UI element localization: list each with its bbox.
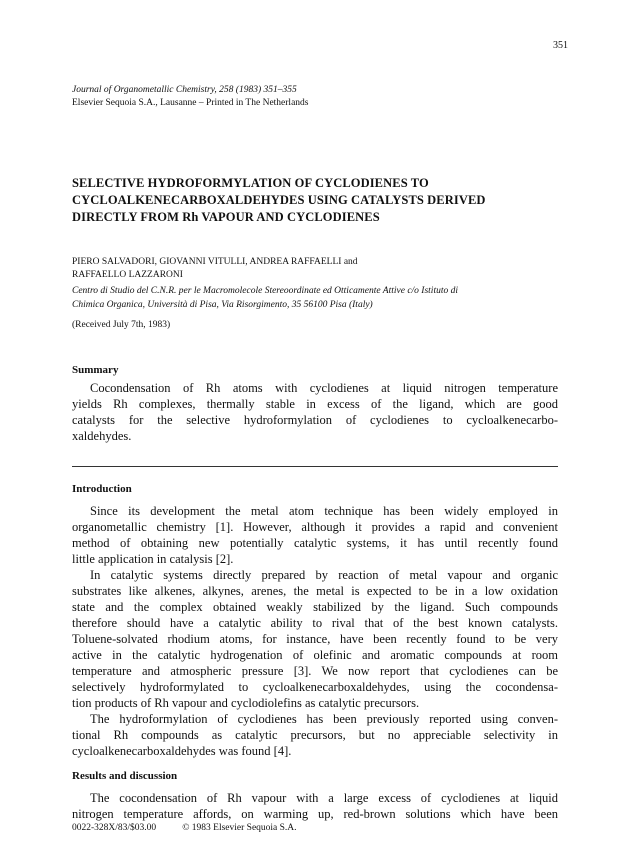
article-title	[72, 175, 542, 226]
section-divider	[72, 466, 558, 467]
introduction-body	[72, 503, 558, 759]
text-line: yields Rh complexes, thermally stable in excess of the ligand, which are good	[72, 397, 558, 411]
summary-heading: Summary	[72, 364, 119, 376]
text-line: selectively hydroformylated to cycloalkenecarboxaldehydes, using the cocondensa-	[72, 680, 558, 694]
title-line: DIRECTLY FROM Rh VAPOUR AND CYCLODIENES	[72, 210, 380, 224]
text-line: The hydroformylation of cyclodienes has been previously reported using conven-	[90, 712, 558, 726]
text-line: substrates like alkenes, alkynes, arenes, the metal is expected to be in a low oxidation	[72, 584, 558, 598]
affiliation-line: Chimica Organica, Università di Pisa, Via Risorgimento, 35 56100 Pisa (Italy)	[72, 300, 373, 310]
journal-header	[72, 84, 308, 110]
text-line: In catalytic systems directly prepared by reaction of metal vapour and organic	[90, 568, 558, 582]
text-line: active in the catalytic hydrogenation of olefinic and aromatic compounds at room	[72, 648, 558, 662]
text-line: state and the complex obtained weakly stabilized by the ligand. Such compounds	[72, 600, 558, 614]
summary-body	[72, 380, 558, 444]
text-line: little application in catalysis [2].	[72, 552, 234, 566]
journal-publisher: Elsevier Sequoia S.A., Lausanne – Printed in The Netherlands	[72, 98, 309, 108]
text-line: xaldehydes.	[72, 429, 132, 443]
author-line: PIERO SALVADORI, GIOVANNI VITULLI, ANDREA RAFFAELLI and	[72, 257, 358, 267]
text-line: nitrogen temperature affords, on warming up, red-brown solutions which have been	[72, 807, 558, 821]
page-footer	[72, 823, 297, 833]
text-line: catalysts for the selective hydroformylation of cyclodienes to cycloalkenecarbo-	[72, 413, 558, 427]
copyright-notice: © 1983 Elsevier Sequoia S.A.	[182, 823, 297, 833]
page-number: 351	[553, 40, 568, 51]
author-line: RAFFAELLO LAZZARONI	[72, 270, 183, 280]
title-line: CYCLOALKENECARBOXALDEHYDES USING CATALYSTS DERIVED	[72, 193, 486, 207]
text-line: tion products of Rh vapour and cyclodiolefins as catalytic precursors.	[72, 696, 420, 710]
text-line: therefore should have a catalytic ability to rival that of the best known catalysts.	[72, 616, 558, 630]
results-body	[72, 790, 558, 822]
text-line: Toluene-solvated rhodium atoms, for instance, have been recently found to be very	[72, 632, 558, 646]
text-line: The cocondensation of Rh vapour with a large excess of cyclodienes at liquid	[90, 791, 558, 805]
received-date: (Received July 7th, 1983)	[72, 320, 171, 330]
author-list	[72, 256, 358, 282]
affiliation-line: Centro di Studio del C.N.R. per le Macromolecole Stereoordinate ed Otticamente Attive c/o Istituto di	[72, 286, 458, 296]
title-line: SELECTIVE HYDROFORMYLATION OF CYCLODIENES TO	[72, 176, 429, 190]
introduction-heading: Introduction	[72, 483, 132, 495]
text-line: method of obtaining new potentially catalytic systems, it has until recently found	[72, 536, 558, 550]
affiliation	[72, 284, 458, 312]
journal-citation: Journal of Organometallic Chemistry, 258 (1983) 351–355	[72, 85, 297, 95]
text-line: Since its development the metal atom technique has been widely employed in	[90, 504, 558, 518]
text-line: cycloalkenecarboxaldehydes was found [4].	[72, 744, 292, 758]
results-heading: Results and discussion	[72, 770, 178, 782]
article-code: 0022-328X/83/$03.00	[72, 823, 157, 833]
text-line: temperature and atmospheric pressure [3]. We now report that cyclodienes can be	[72, 664, 558, 678]
text-line: organometallic chemistry [1]. However, although it provides a rapid and convenient	[72, 520, 558, 534]
text-line: tional Rh compounds as catalytic precursors, but no appreciable selectivity in	[72, 728, 558, 742]
text-line: Cocondensation of Rh atoms with cyclodienes at liquid nitrogen temperature	[90, 381, 558, 395]
